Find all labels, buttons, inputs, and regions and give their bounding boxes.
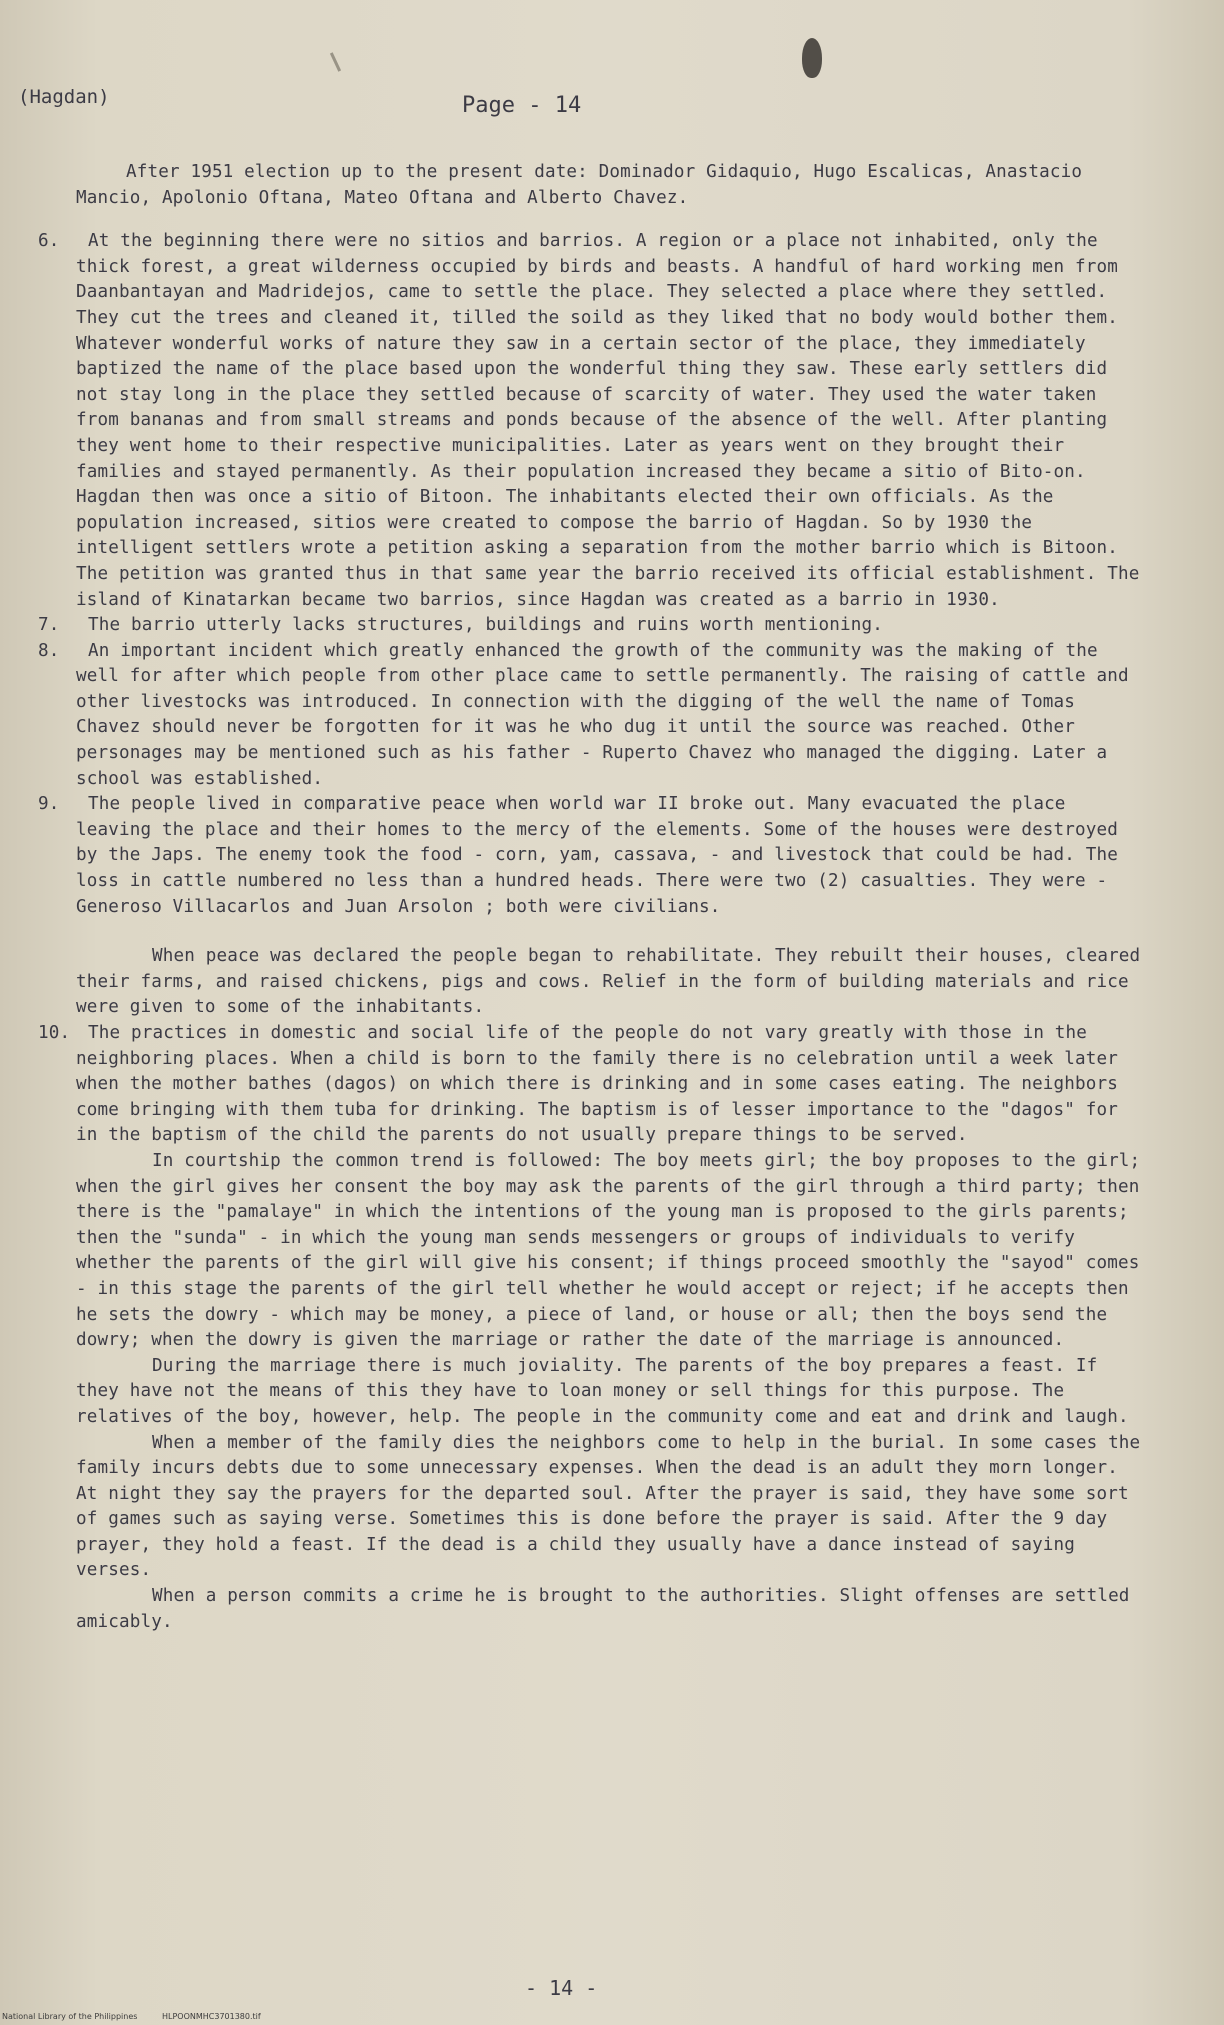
item-number: 10. — [38, 1023, 71, 1043]
library-name: National Library of the Philippines — [2, 2012, 138, 2021]
item-number: 9. — [38, 794, 60, 815]
item-text: An important incident which greatly enhanced the growth of the community was the making of the well for after which people from other place came to settle permanently. The raising of cattle and other livestocks was introduced. In connection with the digging of the well the name of Tomas Chavez should never be forgotten for it was he who dug it until the source was reached. Other personages may be mentioned such as his father - Ruperto Chavez who managed the digging. Later a school was established. — [76, 640, 1129, 789]
item-number: 6. — [38, 231, 60, 252]
rehabilitation-paragraph: When peace was declared the people began to rehabilitate. They rebuilt their houses, cleared their farms, and raised chickens, pigs and cows. Relief in the form of building materials and rice were given to some of the inhabitants. — [76, 946, 1141, 1018]
ink-blot — [802, 38, 822, 78]
courtship-paragraph: In courtship the common trend is followed: The boy meets girl; the boy proposes to the girl; when the girl gives her consent the boy may ask the parents of the girl through a third party; then there is the "pamalaye" in which the intentions of the young man is proposed to the girls parents; then the "sunda" - in which the young man sends messengers or groups of individuals to verify whether the parents of the girl will give his consent; if things proceed smoothly the "sayod" comes - in this stage the parents of the girl tell whether he would accept or reject; if he accepts then he sets the dowry - which may be money, a piece of land, or house or all; then the boys send the dowry; when the dowry is given the marriage or rather the date of the marriage is announced. — [76, 1150, 1141, 1351]
item-text: The barrio utterly lacks structures, buildings and ruins worth mentioning. — [88, 615, 883, 636]
item-text: At the beginning there were no sitios and barrios. A region or a place not inhabited, only the thick forest, a great wilderness occupied by birds and beasts. A handful of hard working men from Daanbantayan and Madridejos, came to settle the place. They selected a place where they settled. They cut the trees and cleaned it, tilled the soild as they liked that no body would bother them. Whatever wonderful works of nature they saw in a certain sector of the place, they immediately baptized the name of the place based upon the wonderful thing they saw. These early settlers did not stay long in the place they settled because of scarcity of water. They used the water taken from bananas and from small streams and ponds because of the absence of the well. After planting they went home to their respective municipalities. Later as years went on they brought their families and stayed permanently. As their population increased they became a sitio of Bito-on. Hagdan then was once a sitio of Bitoon. The inhabitants elected their own officials. As the population increased, sitios were created to compose the barrio of Hagdan. So by 1930 the intelligent settlers wrote a petition asking a separation from the mother barrio which is Bitoon. The petition was granted thus in that same year the barrio received its official establishment. The island of Kinatarkan became two barrios, since Hagdan was created as a barrio in 1930. — [76, 231, 1140, 610]
item-10 — [38, 1021, 1146, 1149]
item-6 — [38, 229, 1146, 613]
file-id: HLPOONMHC3701380.tif — [161, 2012, 261, 2021]
page-label: Page - 14 — [462, 93, 582, 118]
item-7 — [38, 613, 1146, 639]
marriage-paragraph: During the marriage there is much joviality. The parents of the boy prepares a feast. If they have not the means of this they have to loan money or sell things for this purpose. The relatives of the boy, however, help. The people in the community come and eat and drink and laugh. — [76, 1355, 1129, 1427]
item-number: 7. — [38, 615, 60, 636]
scan-caption — [2, 2012, 283, 2021]
barrio-header: (Hagdan) — [18, 86, 110, 108]
pencil-mark — [330, 52, 341, 71]
item-text: The practices in domestic and social life of the people do not vary greatly with those in the neighboring places. When a child is born to the family there is no celebration until a week later when the mother bathes (dagos) on which there is drinking and in some cases eating. The neighbors come bringing with them tuba for drinking. The baptism is of lesser importance to the "dagos" for in the baptism of the child the parents do not usually prepare things to be served. — [76, 1023, 1119, 1146]
death-paragraph: When a member of the family dies the neighbors come to help in the burial. In some cases the family incurs debts due to some unnecessary expenses. When the dead is an adult they morn longer. At night they say the prayers for the departed soul. After the prayer is said, they have some sort of games such as saying verse. Sometimes this is done before the prayer is said. After the 9 day prayer, they hold a feast. If the dead is a child they usually have a dance instead of saying verses. — [76, 1432, 1141, 1581]
item-number: 8. — [38, 640, 60, 661]
footer-page-number: - 14 - — [525, 1976, 598, 2000]
item-8 — [38, 639, 1146, 793]
crime-paragraph: When a person commits a crime he is brought to the authorities. Slight offenses are settled amicably. — [76, 1586, 1130, 1632]
item-text: The people lived in comparative peace when world war II broke out. Many evacuated the place leaving the place and their homes to the mercy of the elements. Some of the houses were destroyed by the Japs. The enemy took the food - corn, yam, cassava, - and livestock that could be had. The loss in cattle numbered no less than a hundred heads. There were two (2) casualties. They were - Generoso Villacarlos and Juan Arsolon ; both were civilians. — [76, 794, 1119, 917]
item-9 — [38, 792, 1146, 920]
intro-paragraph: After 1951 election up to the present date: Dominador Gidaquio, Hugo Escalicas, Anastacio Mancio, Apolonio Oftana, Mateo Oftana and Alberto Chavez. — [76, 162, 1083, 208]
document-body — [38, 160, 1146, 1635]
